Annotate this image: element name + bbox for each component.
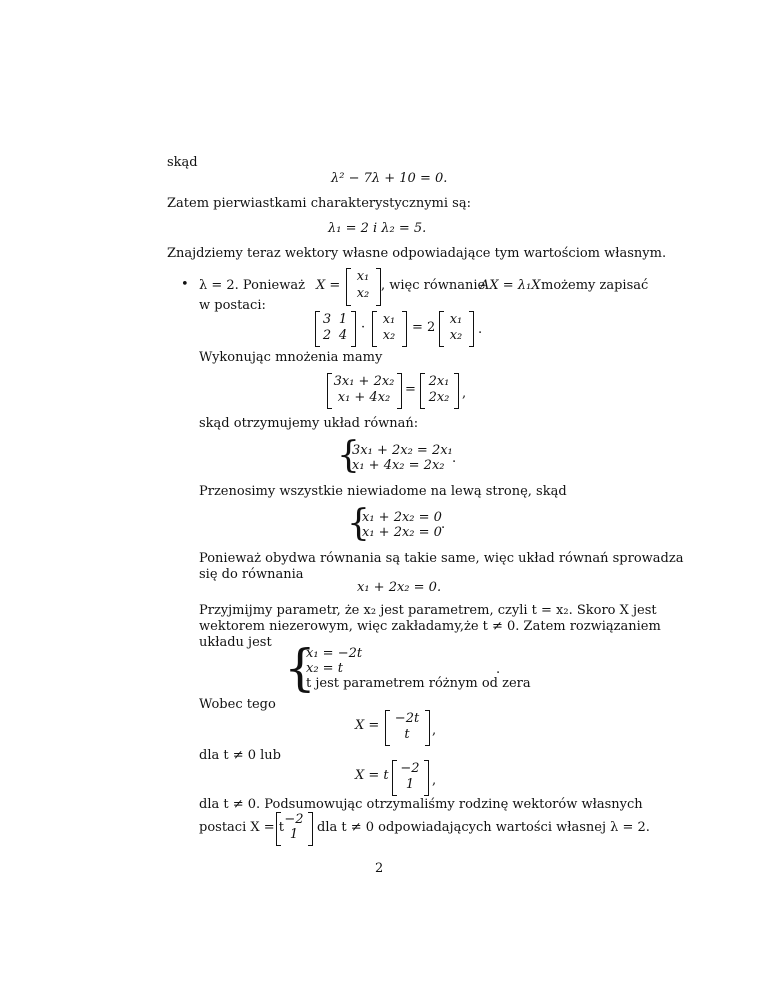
text-przyjmijmy-2: wektorem niezerowym, więc zakładamy,że t ≠ 0. Zatem rozwiązaniem <box>199 619 661 634</box>
bracket-right <box>402 311 407 347</box>
sys3-l3: t jest parametrem różnym od zera <box>306 676 531 691</box>
text-poniewaz-2: się do równania <box>199 567 304 582</box>
vec2-b: 1 <box>405 777 415 792</box>
sys2-l1: x₁ + 2x₂ = 0 <box>362 510 442 525</box>
mat-end: . <box>478 322 483 337</box>
text-znajdziemy: Znajdziemy teraz wektory własne odpowiadające tym wartościom własnym. <box>167 246 667 261</box>
bracket-right <box>351 311 356 347</box>
text-b1-X: X = <box>316 278 341 293</box>
text-b1-lambda: λ = 2. Ponieważ <box>199 278 305 293</box>
mult-l1: 3x₁ + 2x₂ <box>333 374 395 389</box>
text-przyjmijmy-3: układu jest <box>199 635 272 650</box>
mat-eq: = 2 <box>412 320 436 335</box>
brace-icon: { <box>347 503 370 544</box>
sys1-l1: 3x₁ + 2x₂ = 2x₁ <box>352 443 453 458</box>
final-vec-b: 1 <box>289 827 299 842</box>
mat-a12: 1 <box>338 312 348 327</box>
brace-icon: { <box>337 435 360 476</box>
vec2-lhs: X = t <box>355 768 389 783</box>
text-final-2: dla t ≠ 0 odpowiadających wartości własnej λ = 2. <box>317 820 650 835</box>
vec1-end: , <box>432 723 437 738</box>
final-vec-a: −2 <box>284 812 304 827</box>
vec2-a: −2 <box>400 761 420 776</box>
mult-r1: 2x₁ <box>428 374 450 389</box>
vec1-b: t <box>404 727 410 742</box>
text-b1-eq: AX = λ₁X <box>480 278 541 293</box>
vec-x2: x₂ <box>356 286 370 301</box>
bracket-right <box>469 311 474 347</box>
mat-dot: · <box>361 320 366 335</box>
vec1-lhs: X = <box>355 718 380 733</box>
bracket-right <box>397 373 402 409</box>
mat-a22: 4 <box>338 328 348 343</box>
sys1-l2: x₁ + 4x₂ = 2x₂ <box>352 458 445 473</box>
text-b1-mozemy: możemy zapisać <box>541 278 649 293</box>
page-number: 2 <box>375 861 384 876</box>
text-final-postaci: postaci X = t <box>199 820 285 835</box>
text-poniewaz-1: Ponieważ obydwa równania są takie same, więc układ równań sprowadza <box>199 551 684 566</box>
text-skad-uklad: skąd otrzymujemy układ równań: <box>199 416 419 431</box>
mult-r2: 2x₂ <box>428 390 450 405</box>
mult-eq: = <box>405 382 416 397</box>
sys2-l2: x₁ + 2x₂ = 0 <box>362 525 442 540</box>
brace-icon: { <box>284 639 316 697</box>
bullet-dot: • <box>181 277 189 292</box>
mat-rx2: x₂ <box>449 328 463 343</box>
vec2-end: , <box>432 773 437 788</box>
mult-end: , <box>462 386 467 401</box>
text-skad: skąd <box>167 155 198 170</box>
sys3-l2: x₂ = t <box>306 661 343 676</box>
mat-x2: x₂ <box>382 328 396 343</box>
text-dla-lub: dla t ≠ 0 lub <box>199 748 281 763</box>
mat-a21: 2 <box>322 328 332 343</box>
text-final-1: dla t ≠ 0. Podsumowując otrzymaliśmy rodzinę wektorów własnych <box>199 797 643 812</box>
text-wykonujac: Wykonując mnożenia mamy <box>199 350 383 365</box>
vec1-a: −2t <box>394 711 420 726</box>
eq-single: x₁ + 2x₂ = 0. <box>357 580 442 595</box>
text-przenosimy: Przenosimy wszystkie niewiadome na lewą stronę, skąd <box>199 484 567 499</box>
text-wobec: Wobec tego <box>199 697 276 712</box>
text-b1-wiec: , więc równanie <box>381 278 486 293</box>
text-b1-postaci: w postaci: <box>199 298 266 313</box>
mat-a11: 3 <box>322 312 332 327</box>
bracket-right <box>424 760 429 796</box>
mat-x1: x₁ <box>382 312 396 327</box>
bracket-right <box>308 812 313 846</box>
sys3-end: . <box>496 662 501 677</box>
text-przyjmijmy-1: Przyjmijmy parametr, że x₂ jest parametrem, czyli t = x₂. Skoro X jest <box>199 603 657 618</box>
vec-x1: x₁ <box>356 269 370 284</box>
bracket-right <box>454 373 459 409</box>
eq-characteristic: λ² − 7λ + 10 = 0. <box>331 171 448 186</box>
sys3-l1: x₁ = −2t <box>306 646 363 661</box>
bracket-right <box>425 710 430 746</box>
eq-roots: λ₁ = 2 i λ₂ = 5. <box>328 221 427 236</box>
sys2-end: . <box>441 517 446 532</box>
sys1-end: . <box>452 451 457 466</box>
mult-l2: x₁ + 4x₂ <box>337 390 391 405</box>
text-zatem: Zatem pierwiastkami charakterystycznymi są: <box>167 196 471 211</box>
mat-rx1: x₁ <box>449 312 463 327</box>
